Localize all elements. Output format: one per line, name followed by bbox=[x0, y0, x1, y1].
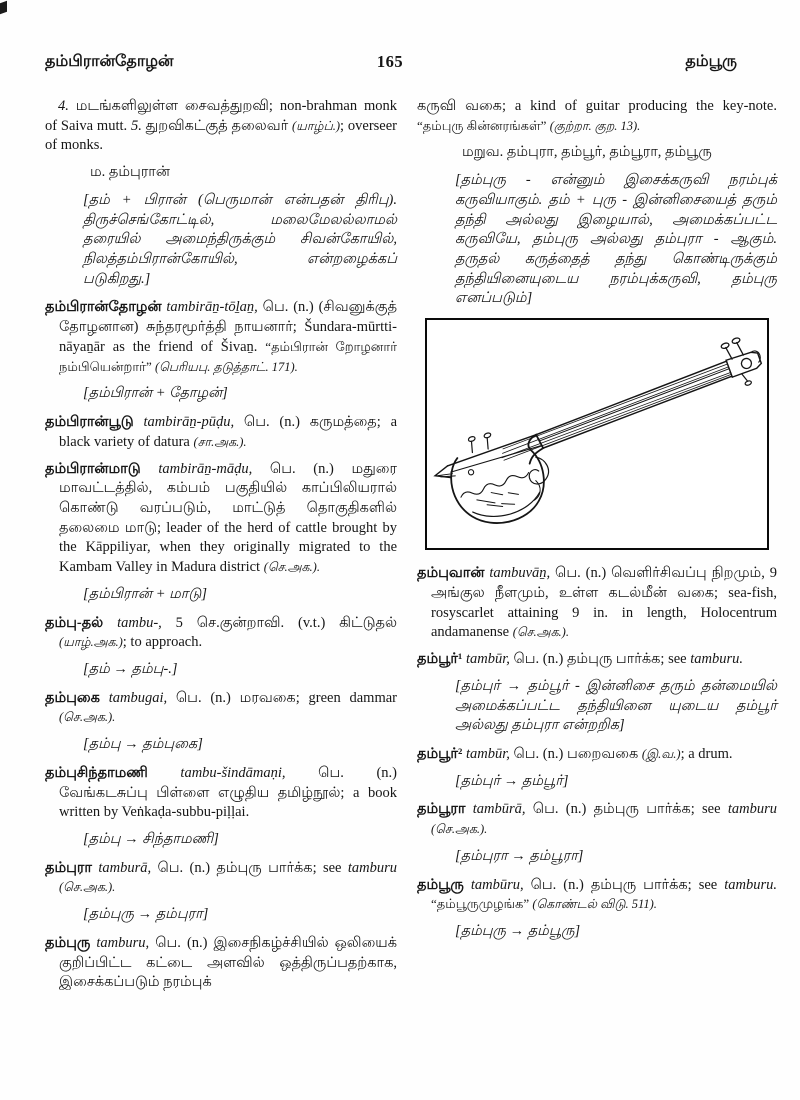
text-segment: தம்பூரா bbox=[417, 801, 473, 818]
text-segment: non-brahman monk of Saiva mutt. bbox=[45, 98, 397, 134]
etymology-note bbox=[455, 922, 777, 942]
text-segment: தம்பூரு bbox=[417, 876, 471, 893]
text-segment: [தம்புரா → தம்பூரா] bbox=[455, 847, 584, 864]
text-segment: “தம்புரு கின்னரங்கள்” bbox=[417, 117, 550, 133]
entry-tamburu-2 bbox=[417, 876, 777, 915]
text-segment: (செ.அக.). bbox=[431, 822, 488, 837]
text-segment: பெ. (n.) கருமத்தை; a black variety of datura bbox=[59, 414, 398, 450]
text-segment: tamburā, bbox=[98, 859, 158, 876]
text-segment: பெ. (n.) தம்புரு பார்க்க; see bbox=[532, 801, 728, 818]
text-segment: பெ. (n.) வெளிர்சிவப்பு நிறமும், 9 அங்குல நீளமும், உள்ள கடல்மீன் வகை; sea-fish, rosyscarlet attaining 9 in. in length, Holocentrum andamanense bbox=[431, 565, 777, 641]
etymology-note bbox=[83, 660, 397, 680]
text-segment: tamburu. bbox=[724, 876, 777, 893]
text-segment: தம்புசிந்தாமணி bbox=[45, 764, 181, 781]
text-segment: பெ. (n.) தம்புரு பார்க்க; see bbox=[530, 876, 725, 893]
text-segment: “தம்பூருமுழங்க” bbox=[431, 896, 533, 912]
text-segment: தம்பூர்² bbox=[417, 745, 466, 762]
text-segment: tambu-, bbox=[117, 614, 162, 631]
etymology-note bbox=[83, 585, 397, 605]
text-segment: (செ.அக.). bbox=[59, 880, 116, 895]
text-segment: tamburu bbox=[727, 801, 777, 818]
text-segment: (பெரியபு. தடுத்தாட். 171). bbox=[154, 359, 298, 374]
text-segment: (யாழ்.அக.) bbox=[59, 635, 123, 650]
entry-tambura bbox=[45, 859, 397, 898]
text-segment: தம்பிரான்தோழன் bbox=[45, 299, 167, 316]
etymology-note bbox=[455, 171, 777, 309]
text-segment: பெ. (n.) (சிவனுக்குத் தோழனான) சுந்தரமூர்த்தி நாயனார்; Šundara-mūrtti-nāyaṉār as the friend of Šivaṉ. bbox=[59, 299, 398, 355]
etymology-note bbox=[83, 384, 397, 404]
text-segment: tamburu bbox=[347, 859, 397, 876]
text-segment: tamburu, bbox=[96, 934, 156, 951]
entry-tambiran-pudu bbox=[45, 413, 397, 452]
text-segment: tambirāṉ-pūḍu, bbox=[143, 414, 244, 431]
text-segment: (செ.அக.). bbox=[512, 625, 569, 640]
text-segment: மறுவ. தம்புரா, தம்பூர், தம்பூரா, தம்பூரு bbox=[462, 144, 712, 161]
text-segment: தம்புகை bbox=[45, 689, 109, 706]
entry-tambugai bbox=[45, 689, 397, 728]
entry-tambiran-tolan bbox=[45, 298, 397, 377]
variant-note bbox=[462, 143, 777, 163]
etymology-note bbox=[455, 677, 777, 736]
text-segment: tambūr, bbox=[465, 651, 514, 668]
text-segment: tambūr, bbox=[465, 745, 514, 762]
text-segment: [தம்பிரான் + மாடு] bbox=[83, 585, 207, 602]
text-segment: [தம்பு → தம்புகை] bbox=[83, 736, 203, 753]
entry-tambura-2 bbox=[417, 800, 777, 839]
text-segment: தம்புரா bbox=[45, 859, 99, 876]
two-column-body bbox=[45, 97, 777, 1000]
text-segment: பெ. (n.) இசைநிகழ்ச்சியில் ஒலியைக் குறிப்பிட்ட கட்டை அளவில் ஒத்திருப்பதற்காக, இசைக்கப்படும் நரம்புக் bbox=[59, 934, 397, 991]
text-segment: தம்பிரான்மாடு bbox=[45, 460, 159, 477]
text-segment: tambūru, bbox=[470, 876, 531, 893]
text-segment: தம்பிரான்பூடு bbox=[45, 414, 144, 431]
illustration-frame bbox=[425, 318, 769, 550]
text-segment: [தம்பு → சிந்தாமணி] bbox=[83, 831, 219, 847]
text-segment: tambu-šindāmaṇi, bbox=[180, 764, 319, 781]
text-segment: tambuvāṉ, bbox=[489, 565, 556, 582]
text-segment: துறவிகட்குத் தலைவர் bbox=[145, 117, 292, 134]
text-segment: தம்பு-தல் bbox=[45, 614, 118, 631]
text-segment: பெ. (n.) தம்புரு பார்க்க; see bbox=[157, 859, 348, 876]
entry-tambur-2 bbox=[417, 745, 777, 765]
text-segment: [தம் → தம்பு-.] bbox=[83, 660, 178, 677]
text-segment: ; overseer of monks. bbox=[45, 117, 398, 154]
etymology-note bbox=[83, 191, 397, 290]
text-segment: tambirāṉ-māḍu, bbox=[158, 460, 270, 477]
text-segment: 4. bbox=[58, 98, 76, 114]
entry-tambur-1 bbox=[417, 650, 777, 670]
entry-tambu-tal bbox=[45, 614, 397, 653]
text-segment: (சா.அக.). bbox=[193, 434, 247, 449]
text-segment: [தம்புரு → தம்பூரு] bbox=[455, 922, 581, 939]
text-segment: பெ. (n.) பறைவகை bbox=[513, 745, 642, 762]
text-segment: பெ. (n.) தம்புரு பார்க்க; see bbox=[513, 651, 691, 668]
continuation-paragraph bbox=[417, 97, 777, 136]
text-segment: (செ.அக.). bbox=[59, 710, 116, 725]
text-segment: பெ. (n.) மரவகை; green dammar bbox=[175, 689, 397, 706]
text-segment: [தம்புர் → தம்பூர்] bbox=[455, 772, 569, 789]
running-head-left: தம்பிரான்தோழன் bbox=[45, 53, 174, 70]
text-segment: கருவி வகை; a kind of guitar producing the key-note. bbox=[417, 98, 777, 114]
text-segment: ; to approach. bbox=[122, 634, 203, 651]
text-segment: [தம்புரு → தம்புரா] bbox=[83, 906, 209, 923]
text-segment: மடங்களிலுள்ள சைவத்துறவி; bbox=[75, 98, 280, 114]
text-segment: பெ. (n.) மதுரை மாவட்டத்தில், கம்பம் பகுதியில் காப்பிலியரால் கொண்டு வரப்படும், மாட்டுத் தொகுதிகளில் தலைமை மாடு; leader of the herd of cattle brought by the Kāppiliyar, when they originally migrated to the Kambam Valley in Madura district bbox=[59, 460, 397, 576]
text-segment: தம்பூர்¹ bbox=[417, 651, 466, 668]
running-head-right: தம்பூரு bbox=[685, 53, 737, 70]
page-number: 165 bbox=[376, 52, 404, 71]
scan-artifact bbox=[0, 1, 7, 15]
etymology-note bbox=[83, 735, 397, 755]
text-segment: [தம்புர் → தம்பூர் - இன்னிசை தரும் தன்மையில் அமைக்கப்பட்ட தந்தியினை யுடைய தம்பூர் அல்லது தம்புரா என்றறிக] bbox=[455, 677, 777, 734]
right-column bbox=[417, 97, 777, 1000]
etymology-note bbox=[83, 905, 397, 925]
text-segment: [தம்புரு - என்னும் இசைக்கருவி நரம்புக் கருவியாகும். தம் + புரு - இன்னிசையைத் தரும் தந்தி அல்லது இழையால், அமைக்கப்பட்ட கருவியே, தம்புரு அல்லது தம்புரா - ஆகும். தருதல் கருத்தைத் தந்து கொண்டிருக்கும் தந்தியினையுடைய நரம்புக்கருவி, தம்புரு எனப்படும்] bbox=[455, 172, 777, 307]
entry-tambu-sindamani bbox=[45, 764, 397, 823]
variant-note bbox=[90, 163, 397, 183]
text-segment: ; a drum. bbox=[680, 745, 733, 762]
text-segment: ம. தம்புரான் bbox=[90, 164, 170, 181]
tanpura-illustration bbox=[427, 320, 767, 548]
entry-tambuvan bbox=[417, 564, 777, 643]
text-segment: (குற்றா. குற. 13). bbox=[549, 118, 641, 133]
text-segment: tambirāṉ-tōḻaṉ, bbox=[166, 299, 263, 316]
text-segment: தம்புரு bbox=[45, 934, 97, 951]
text-segment: (இ.வ.) bbox=[641, 746, 681, 761]
text-segment: (செ.அக.). bbox=[263, 560, 320, 575]
text-segment: (கொண்டல் விடு. 511). bbox=[532, 897, 657, 912]
etymology-note bbox=[455, 847, 777, 867]
etymology-note bbox=[455, 772, 777, 792]
text-segment: 5. bbox=[130, 117, 146, 134]
entry-tamburu bbox=[45, 934, 397, 993]
text-segment: tambugai, bbox=[108, 689, 176, 706]
text-segment: தம்புவான் bbox=[417, 565, 490, 582]
etymology-note bbox=[83, 830, 397, 850]
text-segment: “தம்பிரான் றோழனார் நம்பியென்றார்” bbox=[59, 338, 397, 374]
continuation-sense-paragraph bbox=[45, 97, 397, 156]
text-segment: tambūrā, bbox=[472, 801, 533, 818]
text-segment: tamburu. bbox=[690, 651, 743, 668]
text-segment: 5 செ.குன்றாவி. (v.t.) கிட்டுதல் bbox=[161, 614, 397, 631]
text-segment: பெ. (n.) வேங்கடசுப்பு பிள்ளை எழுதிய தமிழ்நூல்; a book written by Veṅkaḍa-subbu-piḷḷai. bbox=[59, 764, 397, 821]
text-segment: [தம் + பிரான் (பெருமான் என்பதன் திரிபு). திருச்செங்கோட்டில், மலைமேலல்லாமல் தரையில் அமைந்திருக்கும் சிவன்கோயில், நிலத்தம்பிரான்கோயில், என்றழைக்கப் படுகிறது.] bbox=[83, 191, 397, 287]
running-header bbox=[45, 52, 757, 74]
text-segment: [தம்பிரான் + தோழன்] bbox=[83, 385, 228, 402]
text-segment: (யாழ்ப்.) bbox=[291, 118, 341, 133]
entry-tambiran-madu bbox=[45, 460, 397, 578]
left-column bbox=[45, 97, 397, 1000]
